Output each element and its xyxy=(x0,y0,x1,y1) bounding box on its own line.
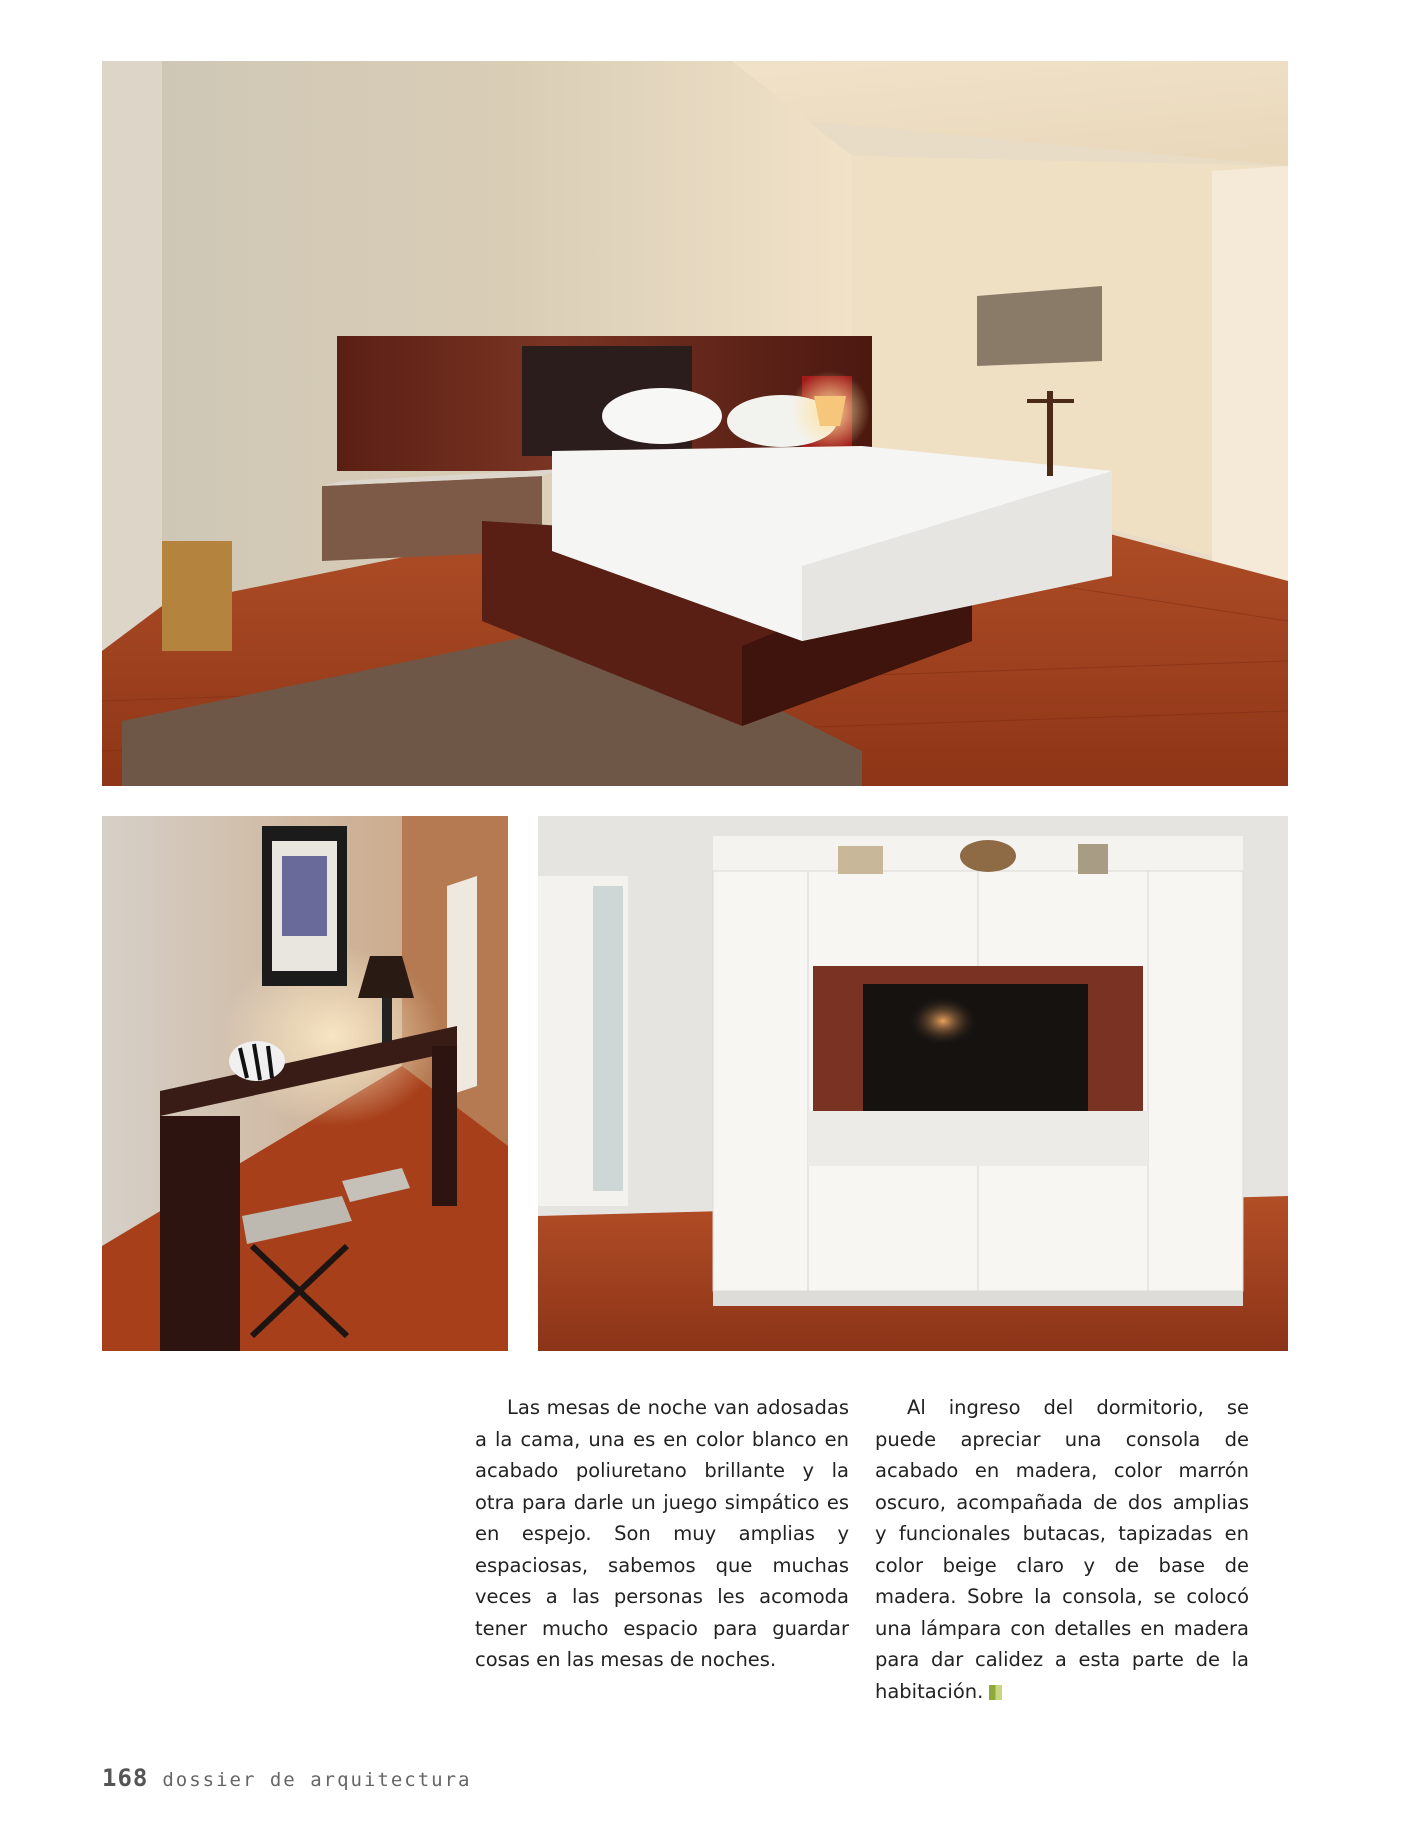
magazine-name: dossier de arquitectura xyxy=(162,1769,472,1791)
article-column-left xyxy=(475,1392,849,1676)
paragraph-right-text: Al ingreso del dormitorio, se puede apreciar una consola de acabado en madera, color marrón oscuro, acompañada de dos amplias y funcionales butacas, tapizadas en color beige claro y de base de madera. Sobre la consola, se colocó una lámpara con detalles en madera para dar calidez a esta parte de la habitación. xyxy=(875,1396,1249,1703)
article-column-right xyxy=(875,1392,1249,1707)
paragraph-right xyxy=(875,1392,1249,1707)
master-bedroom-photo xyxy=(102,61,1288,786)
tv-cabinet-photo xyxy=(538,816,1288,1351)
paragraph-left: Las mesas de noche van adosadas a la cama, una es en color blanco en acabado poliuretano brillante y la otra para darle un juego simpático es en espejo. Son muy amplias y espaciosas, sabemos que muchas veces a las personas les acomoda tener mucho espacio para guardar cosas en las mesas de noches. xyxy=(475,1396,849,1671)
page-footer xyxy=(102,1764,471,1792)
console-lamp-photo xyxy=(102,816,508,1351)
end-of-article-mark-icon xyxy=(989,1685,1002,1700)
page-number: 168 xyxy=(102,1764,149,1792)
